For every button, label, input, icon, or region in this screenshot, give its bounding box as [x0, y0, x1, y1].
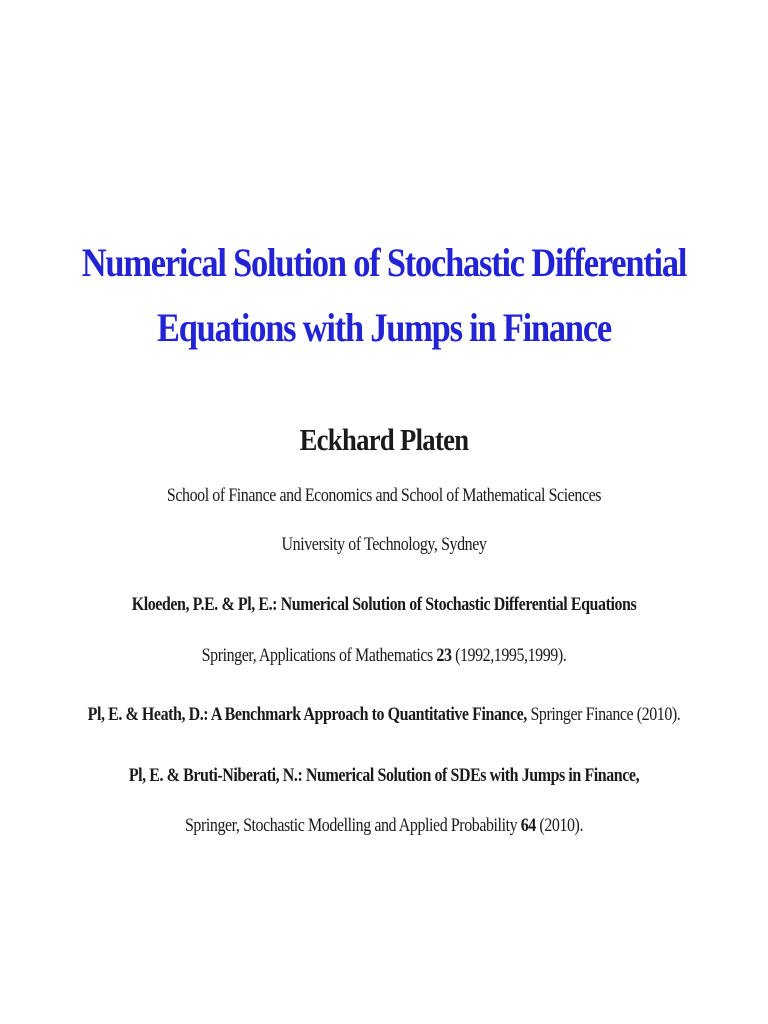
reference-2-publisher: Springer Finance (2010).	[526, 704, 681, 725]
reference-2	[61, 705, 706, 724]
reference-1-years: (1992,1995,1999).	[451, 645, 567, 666]
reference-1-publisher	[61, 646, 706, 665]
reference-3-volume: 64	[520, 815, 536, 836]
reference-3-title: Pl, E. & Bruti-Niberati, N.: Numerical Solution of SDEs with Jumps in Finance,	[128, 765, 640, 786]
affiliation-line-2: University of Technology, Sydney	[281, 534, 487, 555]
author-name: Eckhard Platen	[299, 422, 469, 457]
reference-1-volume: 23	[436, 645, 452, 666]
reference-3-years: (2010).	[535, 815, 584, 836]
reference-3-publisher-text: Springer, Stochastic Modelling and Applied Probability	[184, 815, 521, 836]
reference-2-title: Pl, E. & Heath, D.: A Benchmark Approach to Quantitative Finance,	[87, 704, 527, 725]
title-line-2: Equations with Jumps in Finance	[157, 305, 611, 350]
affiliation-line-1: School of Finance and Economics and School of Mathematical Sciences	[166, 485, 602, 506]
reference-1-publisher-text: Springer, Applications of Mathematics	[201, 645, 437, 666]
reference-1-title: Kloeden, P.E. & Pl, E.: Numerical Solution of Stochastic Differential Equations	[131, 594, 637, 615]
reference-3-publisher	[61, 816, 706, 835]
title-line-1: Numerical Solution of Stochastic Differential	[81, 240, 687, 285]
